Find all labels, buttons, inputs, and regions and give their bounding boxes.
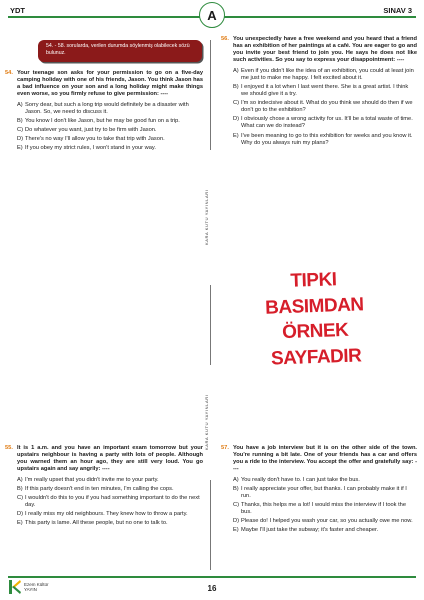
answer-option-e[interactable]: E) I've been meaning to go to this exhibition for weeks and you know it. Why do you always ruin my plans? xyxy=(233,132,413,146)
sample-page-stamp xyxy=(252,266,376,370)
question-55 xyxy=(5,445,203,529)
sidebar-publisher-text: KARA KUTU YAYINLARI xyxy=(204,155,217,280)
question-54 xyxy=(5,70,203,154)
page-number: 16 xyxy=(207,584,217,593)
answer-option-b[interactable]: B) If this party doesn't end in ten minutes, I'm calling the cops. xyxy=(17,485,174,492)
answer-option-a[interactable]: A) Sorry dear, but such a long trip would definitely be a disaster with Jason. So, we need to discuss it. xyxy=(17,101,189,115)
question-text: Your teenage son asks for your permission to go on a five-day camping holiday with one of his friends, Jason. You think Jason has a bad influence on your son and a long holiday might make things even worse, so you firmly refuse to give permission: ---- xyxy=(17,70,203,98)
question-text: It is 1 a.m. and you have an important exam tomorrow but your upstairs neighbour is having a party with lots of people. Although you warned them an hour ago, they are still very loud. You go upstairs again and say angrily: ---- xyxy=(17,445,203,473)
answer-option-d[interactable]: D) I obviously chose a wrong activity for us. It'll be a total waste of time. What can we do instead? xyxy=(233,116,413,130)
booklet-letter-badge: A xyxy=(199,2,225,28)
answer-option-a[interactable]: A) Even if you didn't like the idea of an exhibition, you could at least join me just to make me happy. I felt excited about it. xyxy=(233,67,414,81)
question-number: 57. xyxy=(221,445,229,451)
column-divider xyxy=(210,40,211,150)
answer-option-c[interactable]: C) I wouldn't do this to you if you had something important to do the next day. xyxy=(17,494,200,508)
stamp-line-1: TIPKI BASIMDAN xyxy=(264,269,364,319)
stamp-line-2: ÖRNEK SAYFADIR xyxy=(270,320,362,370)
sidebar-publisher-text: KARA KUTU YAYINLARI xyxy=(204,370,217,475)
answer-option-a[interactable]: A) I'm really upset that you didn't invite me to your party. xyxy=(17,476,159,483)
instruction-box: 54. - 58. sorularda, verilen durumda söylenmiş olabilecek sözü bulunuz. xyxy=(38,40,202,62)
publisher-name: Ezem Kültür xyxy=(24,581,49,587)
answer-option-b[interactable]: B) I enjoyed it a lot when I last went there. She is a great artist. I think we should give it a try. xyxy=(233,83,409,97)
answer-options xyxy=(233,68,417,147)
footer-rule xyxy=(8,576,416,578)
question-text: You have a job interview but it is on the other side of the town. You're running a bit late. One of your friends has a car and offers you a ride to the interview. You accept the offer and gratefully say: ---- xyxy=(233,445,417,473)
answer-option-c[interactable]: C) Do whatever you want, just try to be firm with Jason. xyxy=(17,126,157,133)
question-number: 56. xyxy=(221,36,229,42)
publisher-subtitle: YAYIN xyxy=(24,587,37,592)
column-divider xyxy=(210,285,211,365)
answer-options xyxy=(17,102,203,153)
exam-number-label: SINAV 3 xyxy=(383,6,412,15)
answer-option-b[interactable]: B) I really appreciate your offer, but thanks. I can probably make it if I run. xyxy=(233,485,407,499)
column-divider xyxy=(210,480,211,570)
exam-type-label: YDT xyxy=(10,6,25,15)
question-text: You unexpectedly have a free weekend and you heard that a friend has an exhibition of her paintings at a café. You are eager to go and you invite your best friend to join you. He says he does not like such activities. So you say to express your disappointment: ---- xyxy=(233,36,417,64)
question-stem xyxy=(221,36,417,65)
question-number: 54. xyxy=(5,70,13,76)
answer-option-d[interactable]: D) Please do! I helped you wash your car, so you actually owe me now. xyxy=(233,518,413,525)
question-56 xyxy=(221,36,417,149)
answer-option-e[interactable]: E) If you obey my strict rules, I won't stand in your way. xyxy=(17,145,156,152)
answer-options xyxy=(233,477,417,535)
answer-option-c[interactable]: C) I'm so indecisive about it. What do you think we should do then if we don't go to the exhibition? xyxy=(233,100,413,114)
answer-option-a[interactable]: A) You really don't have to. I can just take the bus. xyxy=(233,476,360,483)
answer-option-c[interactable]: C) Thanks, this helps me a lot! I would miss the interview if I took the bus. xyxy=(233,501,407,515)
answer-option-e[interactable]: E) This party is lame. All these people, but no one to talk to. xyxy=(17,520,168,527)
answer-options xyxy=(17,477,203,528)
question-stem xyxy=(5,445,203,474)
answer-option-d[interactable]: D) I really miss my old neighbours. They knew how to throw a party. xyxy=(17,511,188,517)
answer-option-b[interactable]: B) You know I don't like Jason, but he may be good fun on a trip. xyxy=(17,117,180,124)
answer-option-e[interactable]: E) Maybe I'll just take the subway; it's faster and cheaper. xyxy=(233,527,379,534)
question-number: 55. xyxy=(5,445,13,451)
question-stem xyxy=(221,445,417,474)
answer-option-d[interactable]: D) There's no way I'll allow you to take that trip with Jason. xyxy=(17,136,165,142)
question-57 xyxy=(221,445,417,536)
question-stem xyxy=(5,70,203,99)
